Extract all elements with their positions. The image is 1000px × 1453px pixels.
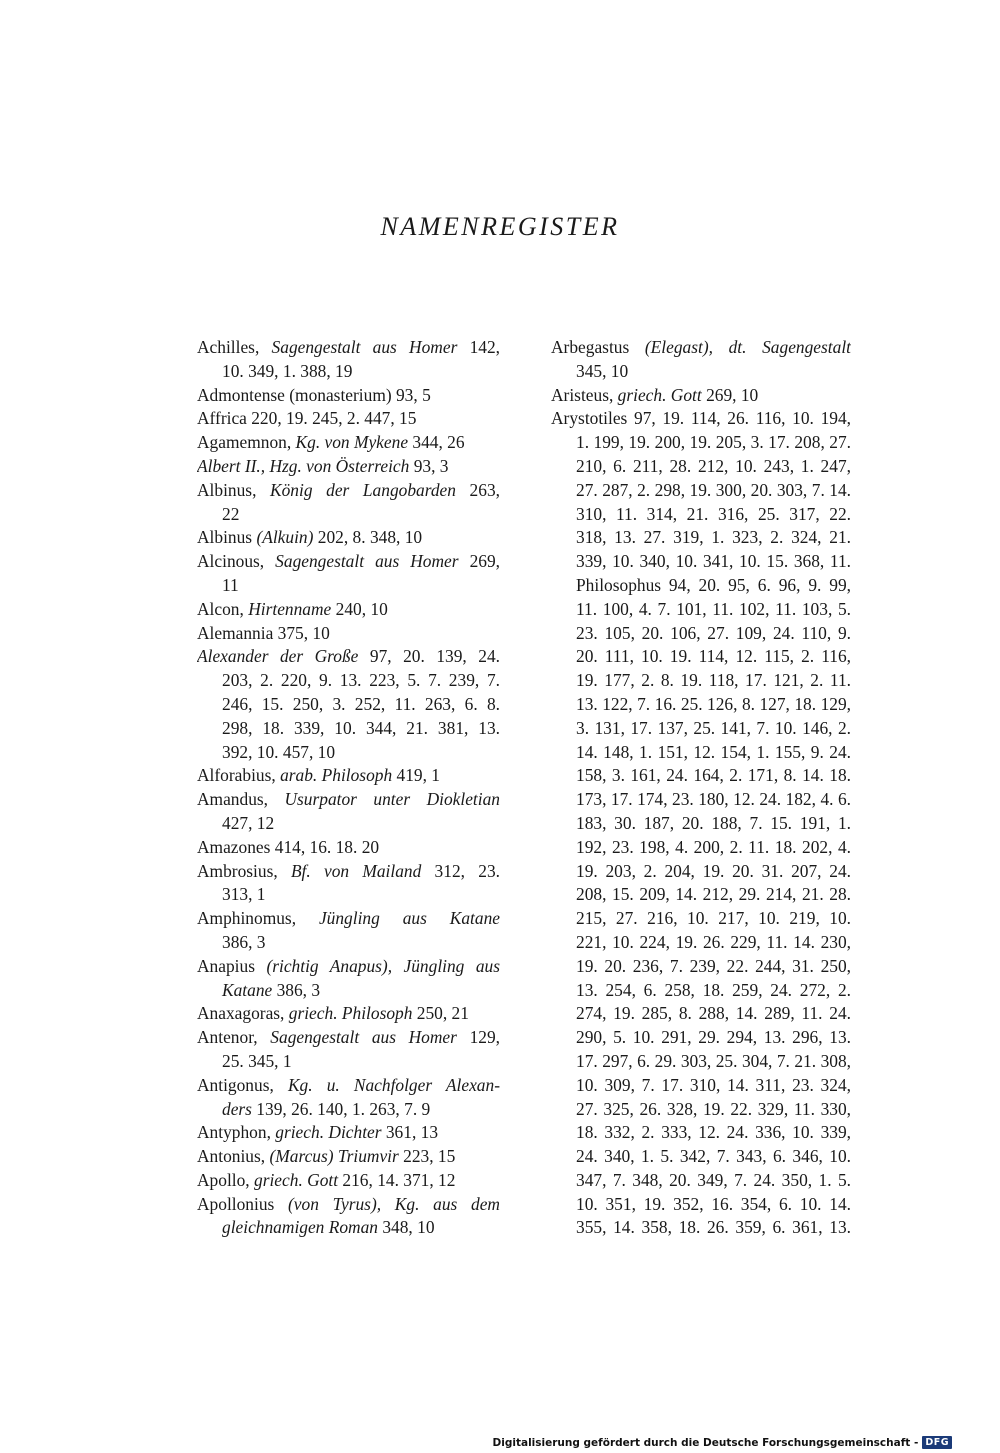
index-text-segment: Alemannia 375, 10 [197, 622, 330, 643]
index-text-segment: 203, 2. 220, 9. 13. 223, 5. 7. 239, 7. [222, 670, 500, 691]
index-text-segment: 263, [455, 479, 500, 500]
index-text-segment: Alforabius, [197, 765, 281, 786]
index-text-segment: 347, 7. 348, 20. 349, 7. 24. 350, 1. 5. [576, 1169, 851, 1190]
index-text-segment: 24. 340, 1. 5. 342, 7. 343, 6. 346, 10. [576, 1146, 851, 1167]
index-text-segment: 250, 21 [412, 1003, 469, 1024]
index-line [197, 693, 500, 717]
index-line [551, 764, 851, 788]
index-text-segment: 10. 309, 7. 17. 310, 14. 311, 23. 324, [576, 1074, 851, 1095]
index-text-segment: 339, 10. 340, 10. 341, 10. 15. 368, 11. [576, 551, 851, 572]
index-text-segment: Sagengestalt aus Homer [271, 337, 458, 357]
index-column-right [551, 336, 851, 1240]
index-text-segment: 221, 10. 224, 19. 26. 229, 11. 14. 230, [576, 931, 851, 952]
index-text-segment: 269, 10 [701, 384, 759, 405]
index-line [197, 788, 500, 812]
index-text-segment: 361, 13 [381, 1122, 439, 1143]
index-text-segment: 392, 10. 457, 10 [222, 741, 336, 762]
index-line [551, 360, 851, 384]
index-line [551, 1193, 851, 1217]
index-text-segment: 18. 332, 2. 333, 12. 24. 336, 10. 339, [576, 1122, 851, 1143]
index-text-segment: 158, 3. 161, 24. 164, 2. 171, 8. 14. 18. [576, 765, 851, 786]
index-line [197, 550, 500, 574]
index-text-segment: 23. 105, 20. 106, 27. 109, 24. 110, 9. [576, 622, 851, 643]
index-text-segment: gleichnamigen Roman [222, 1217, 378, 1238]
index-text-segment: 17. 297, 6. 29. 303, 25. 304, 7. 21. 308, [576, 1050, 851, 1071]
index-line [197, 1121, 500, 1145]
index-line [197, 860, 500, 884]
index-text-segment: 142, [457, 337, 500, 357]
index-line [551, 479, 851, 503]
dfg-logo: DFG [922, 1436, 952, 1449]
index-line [551, 1074, 851, 1098]
index-line [197, 1026, 500, 1050]
index-text-segment: Antigonus, [197, 1074, 288, 1095]
index-line [551, 717, 851, 741]
index-line [551, 1169, 851, 1193]
index-text-segment: 27. 325, 26. 328, 19. 22. 329, 11. 330, [576, 1098, 851, 1119]
index-line [197, 931, 500, 955]
index-line [197, 1002, 500, 1026]
index-line [197, 384, 500, 408]
index-text-segment: 173, 17. 174, 23. 180, 12. 24. 182, 4. 6. [576, 789, 851, 810]
index-text-segment: Kg. u. Nachfolger Alexan- [287, 1074, 500, 1095]
index-text-segment: Admontense (monasterium) 93, 5 [197, 384, 431, 405]
index-text-segment: Bf. von Mailand [290, 860, 422, 881]
index-text-segment: 208, 15. 209, 14. 212, 29. 214, 21. 28. [576, 884, 851, 905]
index-line [551, 669, 851, 693]
index-text-segment: Anaxagoras, [197, 1003, 289, 1024]
index-line [197, 1145, 500, 1169]
index-line [197, 1098, 500, 1122]
index-line [197, 574, 500, 598]
index-line [197, 1050, 500, 1074]
index-line [197, 1074, 500, 1098]
index-text-segment: 240, 10 [331, 598, 388, 619]
index-line [551, 883, 851, 907]
index-line [197, 764, 500, 788]
index-text-segment: Albinus [197, 527, 257, 548]
index-line [551, 1098, 851, 1122]
index-line [551, 1145, 851, 1169]
index-line [551, 1121, 851, 1145]
index-line [551, 931, 851, 955]
index-text-segment: 216, 14. 371, 12 [338, 1169, 456, 1190]
index-text-segment: 11. 100, 4. 7. 101, 11. 102, 11. 103, 5. [576, 598, 851, 619]
index-text-segment: 386, 3 [272, 979, 321, 1000]
index-text-segment: Alcinous, [197, 551, 276, 572]
index-text-segment: Achilles, [197, 337, 272, 357]
index-line [551, 431, 851, 455]
index-line [551, 979, 851, 1003]
index-text-segment: 27. 287, 2. 298, 19. 300, 20. 303, 7. 14. [576, 479, 851, 500]
index-text-segment: 344, 26 [408, 432, 465, 453]
index-text-segment: 419, 1 [392, 765, 440, 786]
index-text-segment: (Alkuin) [256, 527, 314, 548]
index-text-segment: Alcon, [197, 598, 249, 619]
index-text-segment: 223, 15 [398, 1146, 456, 1167]
index-text-segment: 313, 1 [222, 884, 266, 905]
index-text-segment: 183, 30. 187, 20. 188, 7. 15. 191, 1. [576, 812, 851, 833]
index-text-segment: Katane [222, 979, 273, 1000]
index-line [551, 1026, 851, 1050]
index-line [197, 717, 500, 741]
index-text-segment: 345, 10 [576, 360, 629, 381]
index-line [197, 407, 500, 431]
index-text-segment: Sagengestalt aus Homer [270, 1027, 457, 1048]
index-line [197, 741, 500, 765]
index-line [197, 669, 500, 693]
index-text-segment: 1. 199, 19. 200, 19. 205, 3. 17. 208, 27. [576, 432, 851, 453]
index-line [197, 645, 500, 669]
index-line [197, 1169, 500, 1193]
index-text-segment: griech. Gott [254, 1169, 339, 1190]
index-line [551, 550, 851, 574]
index-text-segment: 129, [456, 1027, 500, 1048]
index-text-segment: Albert II., Hzg. von Österreich [197, 455, 410, 476]
index-text-segment: Anapius [197, 955, 267, 976]
index-text-segment: Apollo, [197, 1169, 255, 1190]
index-line [551, 1002, 851, 1026]
index-line [197, 360, 500, 384]
index-text-segment: 14. 148, 1. 151, 12. 154, 1. 155, 9. 24. [576, 741, 851, 762]
index-line [197, 1216, 500, 1240]
index-line [551, 622, 851, 646]
index-line [197, 907, 500, 931]
index-line [551, 407, 851, 431]
index-text-segment: 427, 12 [222, 812, 275, 833]
index-line [197, 883, 500, 907]
index-text-segment: 3. 131, 17. 137, 25. 141, 7. 10. 146, 2. [576, 717, 851, 738]
index-line [551, 526, 851, 550]
index-text-segment: 97, 20. 139, 24. [358, 646, 500, 667]
index-text-segment: Hirtenname [248, 598, 332, 619]
index-text-segment: (Elegast), dt. Sagengestalt [644, 337, 851, 357]
index-text-segment: 355, 14. 358, 18. 26. 359, 6. 361, 13. [576, 1217, 851, 1238]
index-text-segment: Antonius, [197, 1146, 270, 1167]
index-text-segment: griech. Dichter [275, 1122, 382, 1143]
index-text-segment: Antyphon, [197, 1122, 276, 1143]
index-text-segment: 139, 26. 140, 1. 263, 7. 9 [251, 1098, 431, 1119]
index-text-segment: 290, 5. 10. 291, 29. 294, 13. 296, 13. [576, 1027, 851, 1048]
index-line [551, 645, 851, 669]
index-line [197, 503, 500, 527]
index-line [197, 336, 500, 360]
index-text-segment: 13. 122, 7. 16. 25. 126, 8. 127, 18. 129, [576, 693, 851, 714]
index-text-segment: Amphinomus, [197, 908, 319, 929]
index-text-segment: 10. 351, 19. 352, 16. 354, 6. 10. 14. [576, 1193, 851, 1214]
index-text-segment: 210, 6. 211, 28. 212, 10. 243, 1. 247, [576, 455, 851, 476]
index-line [197, 622, 500, 646]
index-line [197, 479, 500, 503]
index-text-segment: Philosophus 94, 20. 95, 6. 96, 9. 99, [576, 574, 851, 595]
index-line [551, 812, 851, 836]
index-line [551, 693, 851, 717]
index-text-segment: 274, 19. 285, 8. 288, 14. 289, 11. 24. [576, 1003, 851, 1024]
index-text-segment: (von Tyrus), Kg. aus dem [288, 1193, 500, 1214]
index-text-segment: 20. 111, 10. 19. 114, 12. 115, 2. 116, [576, 646, 851, 667]
index-line [197, 431, 500, 455]
index-text-segment: 11 [222, 574, 239, 595]
index-text-segment: 22 [222, 503, 240, 524]
index-line [551, 860, 851, 884]
index-line [551, 788, 851, 812]
page-title: NAMENREGISTER [380, 212, 620, 241]
index-text-segment: 93, 3 [409, 455, 449, 476]
index-text-segment: arab. Philosoph [280, 765, 393, 786]
index-text-segment: Affrica 220, 19. 245, 2. 447, 15 [197, 408, 417, 429]
index-text-segment: 318, 13. 27. 319, 1. 323, 2. 324, 21. [576, 527, 851, 548]
index-line [551, 455, 851, 479]
index-line [197, 598, 500, 622]
index-text-segment: Arystotiles 97, 19. 114, 26. 116, 10. 194, [551, 408, 851, 429]
index-line [197, 979, 500, 1003]
index-text-segment: 19. 177, 2. 8. 19. 118, 17. 121, 2. 11. [576, 670, 851, 691]
index-text-segment: 246, 15. 250, 3. 252, 11. 263, 6. 8. [222, 693, 500, 714]
index-line [551, 574, 851, 598]
footer-text: Digitalisierung gefördert durch die Deutsche Forschungsgemeinschaft - [492, 1436, 919, 1449]
index-line [197, 526, 500, 550]
index-column-left [197, 336, 500, 1240]
index-line [551, 336, 851, 360]
index-line [197, 812, 500, 836]
index-text-segment: Alexander der Große [197, 646, 359, 667]
index-text-segment: Kg. von Mykene [295, 432, 409, 453]
index-text-segment: Apollonius [197, 1193, 289, 1214]
index-text-segment: 215, 27. 216, 10. 217, 10. 219, 10. [576, 908, 851, 929]
index-text-segment: ders [222, 1098, 252, 1119]
index-line [197, 955, 500, 979]
index-text-segment: griech. Philosoph [288, 1003, 413, 1024]
index-text-segment: Sagengestalt aus Homer [275, 551, 459, 572]
index-text-segment: Aristeus, [551, 384, 618, 405]
index-text-segment: 19. 203, 2. 204, 19. 20. 31. 207, 24. [576, 860, 851, 881]
index-line [551, 598, 851, 622]
index-text-segment: 298, 18. 339, 10. 344, 21. 381, 13. [222, 717, 500, 738]
index-text-segment: 13. 254, 6. 258, 18. 259, 24. 272, 2. [576, 979, 851, 1000]
index-line [551, 907, 851, 931]
index-text-segment: (richtig Anapus), Jüngling aus [266, 955, 500, 976]
index-text-segment: 202, 8. 348, 10 [313, 527, 423, 548]
index-text-segment: Antenor, [197, 1027, 271, 1048]
index-text-segment: 310, 11. 314, 21. 316, 25. 317, 22. [576, 503, 851, 524]
index-text-segment: 192, 23. 198, 4. 200, 2. 11. 18. 202, 4. [576, 836, 851, 857]
index-text-segment: 25. 345, 1 [222, 1050, 292, 1071]
index-line [551, 503, 851, 527]
index-text-segment: Ambrosius, [197, 860, 291, 881]
index-text-segment: Usurpator unter Diokletian [284, 789, 500, 810]
index-text-segment: 348, 10 [378, 1217, 435, 1238]
index-line [197, 836, 500, 860]
index-text-segment: 312, 23. [421, 860, 500, 881]
index-line [197, 455, 500, 479]
index-text-segment: 19. 20. 236, 7. 239, 22. 244, 31. 250, [576, 955, 851, 976]
index-text-segment: 269, [458, 551, 500, 572]
index-text-segment: Amazones 414, 16. 18. 20 [197, 836, 380, 857]
index-text-segment: Albinus, [197, 479, 271, 500]
index-text-segment: 386, 3 [222, 931, 266, 952]
index-line [551, 836, 851, 860]
footer [493, 1436, 952, 1449]
index-line [197, 1193, 500, 1217]
index-text-segment: Jüngling aus Katane [318, 908, 500, 929]
index-text-segment: griech. Gott [617, 384, 702, 405]
index-line [551, 1216, 851, 1240]
index-text-segment: Amandus, [197, 789, 285, 810]
index-text-segment: 10. 349, 1. 388, 19 [222, 360, 353, 381]
index-text-segment: Agamemnon, [197, 432, 296, 453]
index-line [551, 741, 851, 765]
index-text-segment: (Marcus) Triumvir [269, 1146, 399, 1167]
index-text-segment: Arbegastus [551, 337, 645, 357]
index-line [551, 384, 851, 408]
index-line [551, 955, 851, 979]
index-text-segment: König der Langobarden [270, 479, 456, 500]
index-line [551, 1050, 851, 1074]
